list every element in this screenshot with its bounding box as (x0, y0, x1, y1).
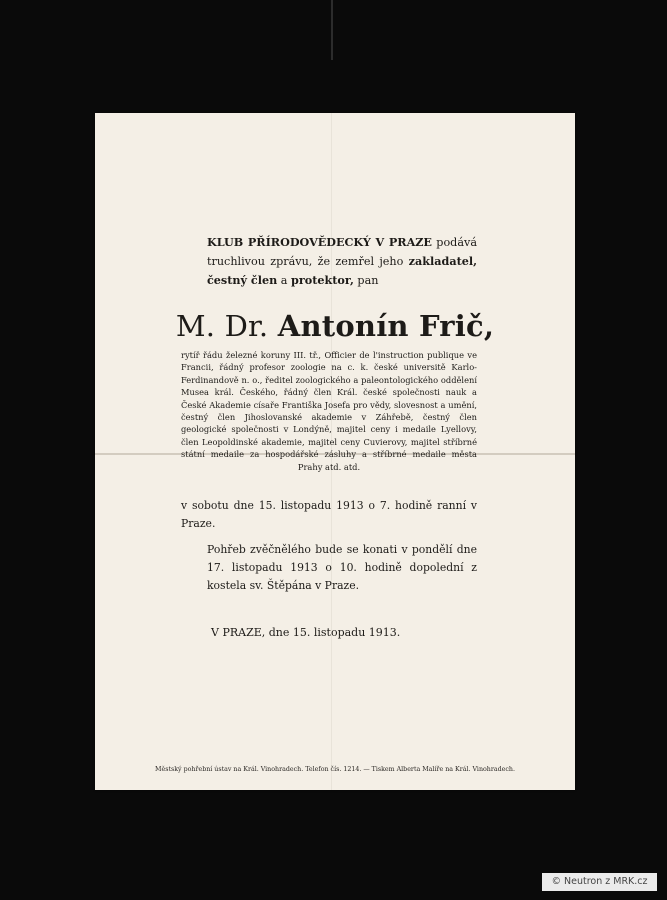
funeral-announcement (181, 541, 477, 595)
intro-protector: protektor, (291, 273, 354, 287)
academic-title: M. Dr. (175, 309, 269, 343)
date-of-death: v sobotu dne 15. listopadu 1913 o 7. hodině ranní v Praze. (181, 499, 477, 530)
obituary-sheet (95, 113, 575, 790)
copyright-watermark: © Neutron z MRK.cz (542, 873, 657, 891)
intro-text-1: podává truchlivou zprávu, že zemřel jeho (207, 236, 478, 268)
background-crease (331, 0, 333, 60)
place-and-date: V PRAZE, dne 15. listopadu 1913. (211, 626, 401, 639)
intro-text-3: a (277, 274, 292, 287)
deceased-name (95, 309, 575, 343)
announcement-intro (181, 233, 477, 290)
intro-text-4: pan (353, 274, 379, 287)
printer-footer: Městský pohřební ústav na Král. Vinohradech. Telefon čís. 1214. — Tiskem Alberta Malíře na Král. Vinohradech. (155, 766, 515, 773)
funeral-text: Pohřeb zvěčnělého bude se konati v pondělí dne 17. listopadu 1913 o 10. hodině dopolední z kostela sv. Štěpána v Praze. (207, 543, 477, 592)
full-name: Antonín Frič, (277, 309, 495, 343)
honors-and-titles: rytíř řádu železné koruny III. tř., Officier de l'instruction publique ve Francii, řádný profesor zoologie na c. k. české universitě Karlo-Ferdinandově n. o., ředitel zoologického a paleontologického oddělení Musea král. Českého, řádný člen Král. české společnosti nauk a České Akademie císaře Františka Josefa pro vědy, slovesnost a umění, čestný člen Jihoslovanské akademie v Záhřebě, čestný člen geologické společnosti v Londýně, majitel ceny i medaile Lyellovy, člen Leopoldinské akademie, majitel ceny Cuvierovy, majitel stříbrné státní medaile za hospodářské zásluhy a stříbrné medaile města Prahy atd. atd. (181, 350, 477, 472)
club-name: KLUB PŘÍRODOVĚDECKÝ V PRAZE (207, 235, 432, 249)
intro-founder: zakladatel, (408, 254, 477, 268)
intro-honorary-member: čestný člen (207, 273, 278, 287)
